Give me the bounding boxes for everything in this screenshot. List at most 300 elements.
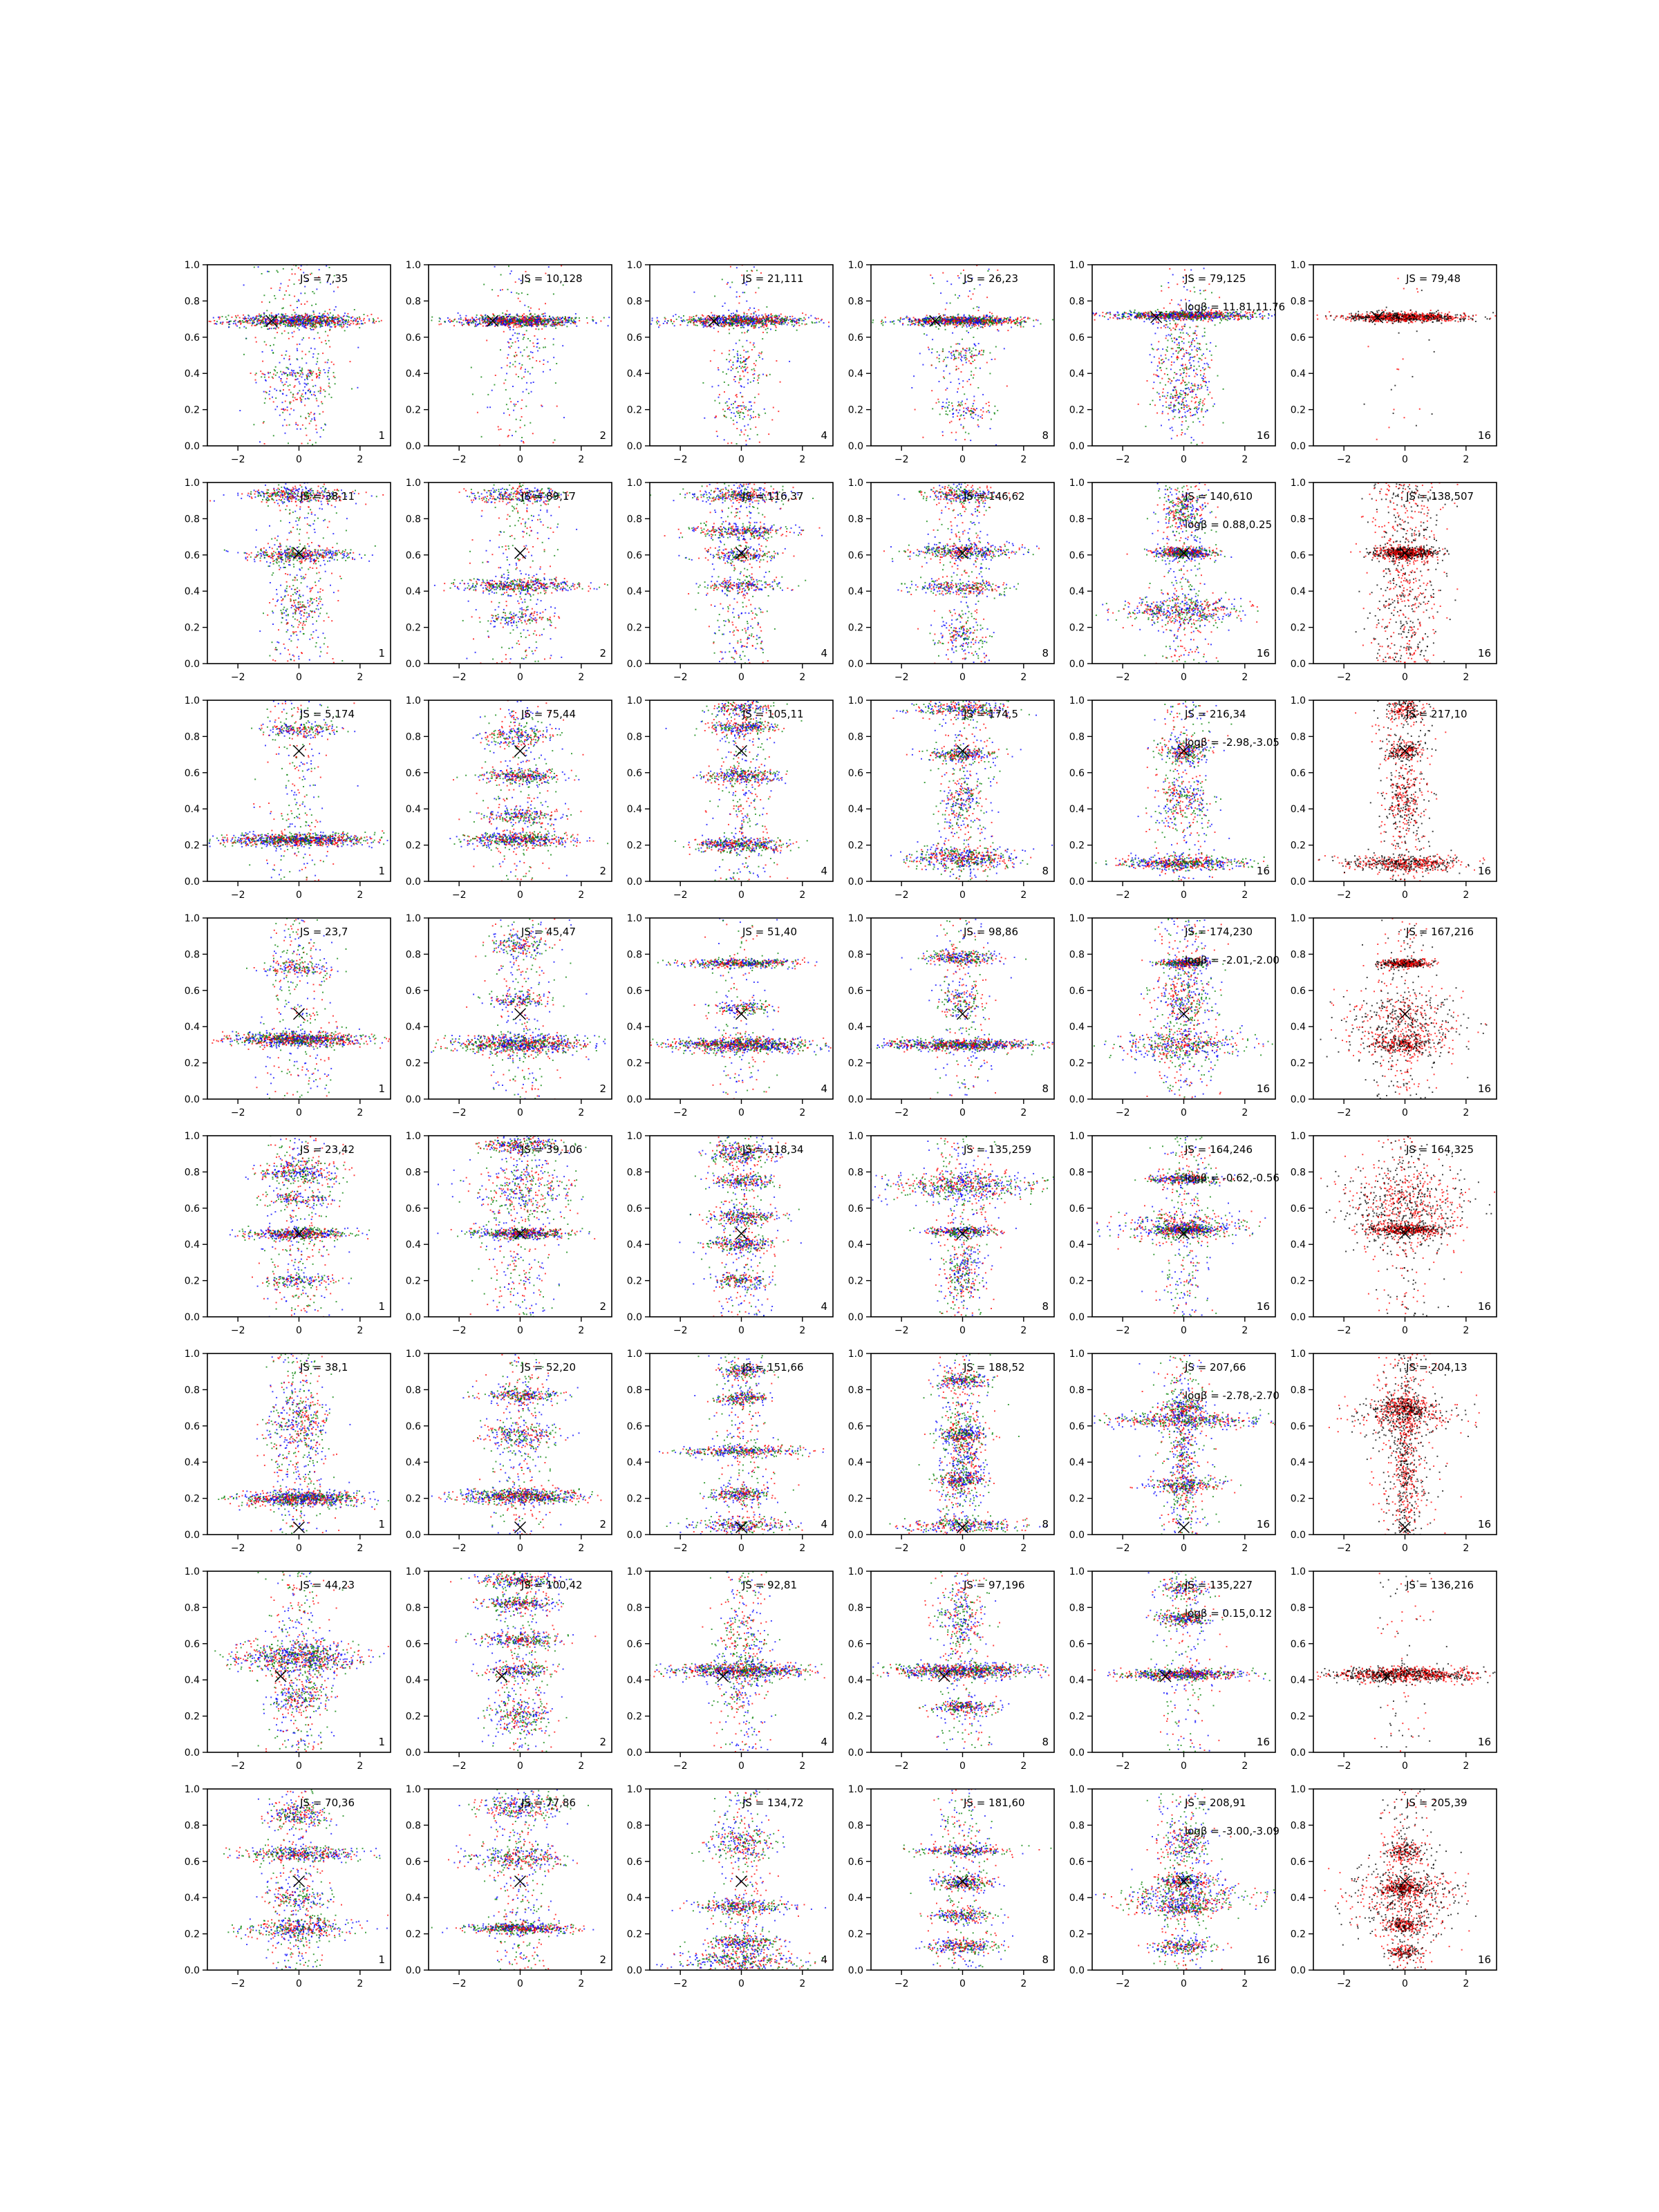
data-point [744, 416, 745, 418]
data-point [721, 353, 722, 354]
data-point [693, 324, 695, 326]
data-point [491, 390, 493, 391]
data-point [659, 325, 660, 326]
data-point [314, 413, 315, 414]
data-point [465, 317, 467, 319]
data-point [753, 316, 754, 317]
data-point [789, 316, 791, 317]
data-point [344, 321, 345, 323]
data-point [283, 317, 284, 319]
data-point [767, 317, 768, 318]
data-point [513, 325, 514, 326]
data-point [1017, 319, 1018, 320]
data-point [319, 372, 320, 373]
js-annotation: JS = 10,128 [521, 272, 583, 285]
data-point [926, 335, 928, 336]
data-point [487, 320, 489, 321]
data-point [744, 318, 746, 319]
data-point [311, 394, 312, 395]
data-point [791, 316, 793, 317]
data-point [785, 320, 787, 321]
data-point [919, 353, 921, 354]
data-point [510, 316, 512, 317]
data-point [528, 393, 529, 394]
data-point [946, 388, 948, 389]
data-point [285, 401, 286, 402]
data-point [554, 319, 556, 321]
data-point [256, 324, 258, 326]
data-point [305, 314, 306, 315]
data-point [680, 317, 682, 319]
data-point [531, 325, 532, 326]
data-point [333, 321, 335, 323]
data-point [287, 315, 288, 317]
data-point [962, 349, 964, 350]
data-point [784, 320, 785, 321]
data-point [343, 319, 344, 320]
data-point [731, 404, 732, 405]
data-point [328, 315, 329, 316]
data-point [758, 382, 759, 384]
data-point [261, 301, 263, 303]
data-point [773, 324, 774, 325]
data-point [341, 326, 342, 327]
data-point [971, 299, 972, 300]
data-point [313, 353, 315, 355]
data-point [333, 372, 335, 373]
data-point [881, 323, 883, 324]
data-point [319, 312, 320, 314]
data-point [763, 317, 765, 319]
data-point [247, 318, 249, 319]
data-point [950, 283, 952, 285]
data-point [307, 315, 308, 317]
data-point [771, 320, 773, 321]
data-point [740, 434, 741, 435]
data-point [470, 319, 471, 320]
data-point [980, 416, 982, 418]
data-point [902, 324, 903, 326]
data-point [775, 325, 776, 326]
data-point [287, 410, 288, 411]
data-point [514, 332, 516, 334]
data-point [988, 324, 989, 326]
data-point [308, 322, 309, 324]
data-point [733, 328, 734, 329]
data-point [944, 317, 946, 319]
data-point [503, 331, 505, 332]
data-point [288, 338, 290, 339]
data-point [966, 408, 967, 409]
data-point [981, 350, 982, 351]
data-point [330, 312, 331, 314]
data-point [684, 320, 685, 321]
data-point [740, 392, 741, 393]
data-point [316, 364, 317, 365]
data-point [300, 429, 301, 430]
data-point [945, 329, 946, 330]
data-point [755, 427, 756, 428]
data-point [731, 412, 732, 413]
data-point [729, 350, 730, 351]
data-point [294, 386, 295, 388]
data-point [1020, 317, 1022, 318]
data-point [300, 373, 301, 375]
data-point [256, 321, 258, 323]
data-point [723, 326, 724, 328]
data-point [541, 318, 543, 319]
data-point [964, 355, 965, 356]
data-point [962, 364, 964, 366]
data-point [753, 266, 755, 268]
data-point [740, 368, 742, 369]
data-point [977, 310, 979, 311]
data-point [948, 402, 950, 403]
y-tick-label: 1.0 [406, 260, 421, 271]
data-point [1017, 325, 1018, 326]
data-point [977, 424, 979, 426]
data-point [731, 370, 732, 371]
data-point [883, 321, 884, 323]
data-point [752, 374, 753, 375]
data-point [255, 337, 256, 338]
data-point [745, 440, 747, 442]
data-point [558, 317, 559, 319]
data-point [902, 319, 903, 320]
data-point [235, 315, 236, 317]
data-point [281, 332, 283, 334]
data-point [808, 317, 809, 319]
data-point [977, 323, 978, 324]
data-point [279, 362, 281, 364]
data-point [286, 319, 288, 321]
data-point [929, 320, 930, 321]
data-point [367, 315, 368, 317]
data-point [913, 375, 915, 377]
data-point [949, 411, 950, 412]
data-point [289, 279, 290, 281]
data-point [316, 288, 317, 290]
data-point [915, 409, 916, 411]
data-point [766, 375, 767, 376]
data-point [737, 406, 738, 408]
data-point [307, 443, 308, 444]
data-point [295, 321, 297, 323]
data-point [328, 324, 330, 326]
data-point [960, 355, 962, 356]
data-point [477, 412, 478, 413]
data-point [751, 321, 753, 322]
data-point [738, 319, 740, 320]
data-point [983, 350, 984, 351]
data-point [492, 317, 494, 318]
data-point [789, 361, 790, 362]
data-point [986, 411, 987, 413]
data-point [517, 337, 518, 339]
data-point [509, 329, 511, 330]
data-point [724, 411, 726, 412]
data-point [947, 321, 948, 323]
data-point [348, 319, 349, 321]
data-point [460, 315, 461, 316]
data-point [532, 342, 534, 344]
data-point [743, 361, 744, 362]
data-point [750, 429, 751, 430]
data-point [536, 360, 537, 362]
data-point [803, 317, 805, 319]
data-point [526, 346, 527, 348]
data-point [969, 324, 971, 326]
data-point [998, 330, 1000, 332]
data-point [732, 368, 733, 369]
data-point [749, 324, 751, 325]
data-point [300, 324, 301, 326]
data-point [701, 319, 702, 320]
data-point [728, 322, 729, 324]
data-point [288, 285, 289, 287]
data-point [957, 297, 959, 299]
data-point [261, 273, 263, 274]
data-point [543, 371, 544, 373]
data-point [324, 424, 326, 425]
data-point [971, 317, 973, 318]
data-point [700, 323, 701, 324]
data-point [706, 319, 707, 321]
data-point [329, 267, 330, 268]
data-point [556, 324, 558, 326]
y-tick-label: 0.4 [627, 368, 642, 379]
data-point [271, 316, 272, 317]
data-point [775, 317, 776, 318]
data-point [462, 325, 463, 326]
data-point [310, 412, 312, 413]
data-point [715, 415, 717, 417]
data-point [304, 379, 306, 380]
data-point [458, 318, 460, 319]
data-point [727, 405, 728, 406]
data-point [318, 391, 319, 392]
data-point [544, 338, 545, 339]
data-point [341, 322, 343, 324]
data-point [319, 370, 321, 371]
data-point [881, 319, 883, 321]
data-point [760, 326, 762, 328]
data-point [1014, 322, 1015, 324]
data-point [321, 403, 323, 404]
data-point [552, 321, 554, 323]
data-point [668, 320, 669, 321]
data-point [518, 340, 519, 341]
data-point [957, 350, 959, 352]
data-point [758, 315, 760, 317]
data-point [737, 355, 738, 356]
data-point [729, 332, 730, 334]
data-point [219, 317, 221, 318]
data-point [544, 321, 545, 322]
data-point [301, 395, 302, 397]
x-tick-label: −2 [894, 454, 909, 465]
data-point [538, 324, 539, 326]
data-point [702, 315, 704, 317]
data-point [334, 324, 335, 326]
data-point [326, 265, 327, 267]
data-point [275, 409, 276, 410]
data-point [755, 416, 756, 418]
data-point [301, 377, 303, 378]
data-point [782, 317, 783, 319]
data-point [516, 374, 517, 375]
data-point [798, 319, 799, 320]
data-point [943, 376, 944, 377]
data-point [882, 324, 883, 326]
data-point [532, 352, 533, 353]
data-point [471, 317, 473, 319]
data-point [939, 361, 940, 362]
data-point [663, 323, 664, 324]
data-point [973, 308, 974, 309]
data-point [1011, 323, 1012, 324]
data-point [737, 353, 738, 355]
data-point [294, 379, 296, 380]
data-point [960, 317, 962, 318]
data-point [323, 429, 324, 431]
data-point [972, 326, 973, 328]
data-point [957, 325, 958, 326]
data-point [740, 375, 741, 377]
data-point [579, 320, 580, 321]
data-point [299, 319, 300, 321]
data-point [740, 357, 742, 359]
data-point [657, 323, 658, 324]
data-point [992, 319, 993, 320]
data-point [967, 381, 968, 382]
data-point [782, 321, 784, 322]
data-point [261, 376, 262, 377]
data-point [748, 325, 749, 326]
data-point [543, 364, 544, 365]
data-point [310, 371, 312, 372]
data-point [706, 321, 708, 322]
data-point [521, 440, 522, 442]
data-point [512, 317, 514, 318]
data-point [980, 326, 982, 328]
data-point [481, 320, 482, 321]
data-point [988, 319, 990, 321]
data-point [514, 355, 515, 357]
data-point [778, 321, 779, 322]
data-point [944, 359, 945, 360]
data-point [487, 322, 488, 324]
data-point [276, 390, 277, 391]
data-point [298, 268, 299, 269]
data-point [517, 324, 518, 325]
data-point [263, 294, 265, 296]
data-point [754, 397, 756, 398]
data-point [735, 314, 737, 315]
data-point [526, 382, 527, 384]
data-point [664, 317, 666, 319]
js-annotation: JS = 7,35 [299, 272, 348, 285]
data-point [487, 406, 488, 408]
data-point [959, 418, 961, 420]
data-point [885, 321, 886, 323]
data-point [732, 324, 733, 325]
data-point [921, 324, 922, 326]
data-point [243, 326, 245, 328]
data-point [739, 379, 740, 381]
data-point [757, 379, 758, 381]
data-point [966, 325, 967, 326]
data-point [1009, 319, 1010, 321]
data-point [722, 409, 724, 410]
data-point [748, 330, 749, 331]
data-point [507, 409, 509, 410]
data-point [500, 324, 501, 326]
data-point [671, 321, 672, 322]
data-point [507, 357, 508, 359]
data-point [801, 320, 803, 321]
data-point [332, 317, 333, 319]
data-point [308, 390, 309, 391]
data-point [328, 323, 329, 324]
data-point [531, 323, 532, 324]
data-point [586, 317, 588, 319]
data-point [272, 352, 274, 353]
data-point [520, 427, 521, 429]
data-point [325, 362, 326, 363]
data-point [297, 344, 298, 345]
data-point [990, 319, 991, 320]
data-point [327, 313, 328, 315]
data-point [726, 417, 727, 418]
data-point [335, 377, 336, 378]
data-point [327, 335, 328, 337]
data-point [753, 380, 754, 382]
data-point [955, 294, 956, 296]
data-point [256, 341, 257, 343]
data-point [977, 317, 978, 319]
data-point [476, 326, 477, 327]
data-point [965, 355, 966, 356]
data-point [771, 322, 772, 324]
data-point [476, 321, 477, 323]
data-point [693, 316, 694, 317]
data-point [487, 318, 489, 319]
data-point [261, 327, 262, 328]
data-point [928, 347, 929, 348]
data-point [736, 292, 738, 293]
data-point [313, 325, 315, 326]
data-point [975, 317, 976, 318]
data-point [713, 350, 715, 351]
data-point [524, 305, 525, 306]
data-point [550, 324, 551, 326]
data-point [960, 359, 962, 360]
data-point [510, 319, 512, 321]
data-point [280, 391, 281, 392]
data-point [985, 319, 986, 321]
data-point [938, 328, 939, 330]
data-point [559, 321, 561, 323]
data-point [736, 311, 738, 312]
data-point [908, 319, 910, 320]
data-point [517, 320, 518, 321]
data-point [282, 425, 283, 427]
data-point [346, 326, 348, 328]
data-point [794, 321, 796, 322]
data-point [520, 324, 521, 325]
data-point [287, 406, 288, 408]
